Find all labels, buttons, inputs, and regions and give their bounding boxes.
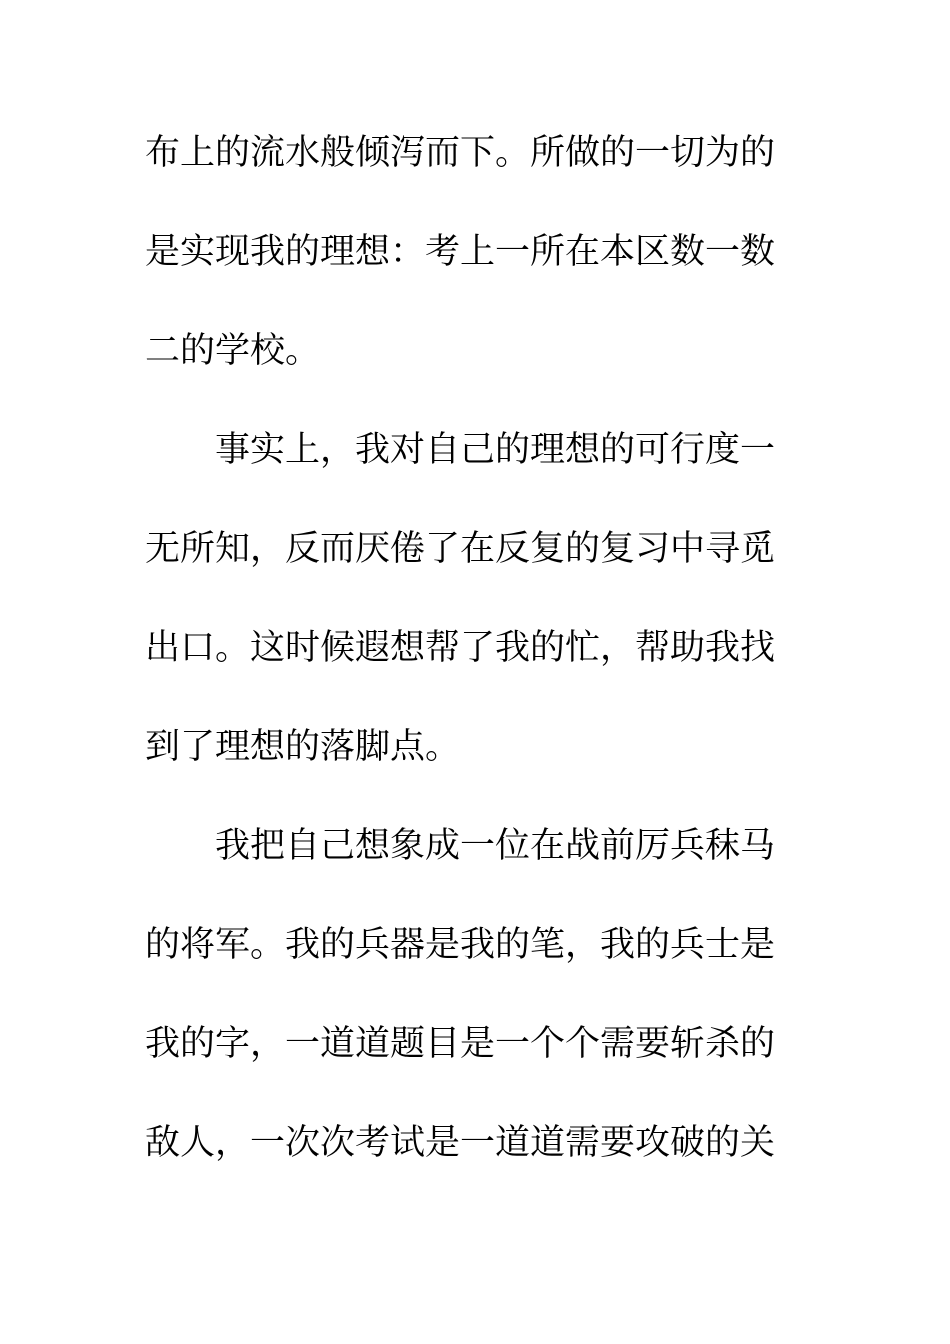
- text-line: 布上的流水般倾泻而下。所做的一切为的: [145, 133, 776, 173]
- paragraph-start-line: 事实上，我对自己的理想的可行度一: [215, 430, 776, 470]
- text-line: 出口。这时候遐想帮了我的忙，帮助我找: [145, 628, 776, 668]
- text-line: 的将军。我的兵器是我的笔，我的兵士是: [145, 925, 776, 965]
- text-line: 到了理想的落脚点。: [145, 727, 461, 767]
- text-line: 二的学校。: [145, 331, 321, 371]
- body-text: [145, 118, 785, 1207]
- text-line: 我的字，一道道题目是一个个需要斩杀的: [145, 1024, 776, 1064]
- paragraph-start-line: 我把自己想象成一位在战前厉兵秣马: [215, 826, 776, 866]
- text-line: 敌人，一次次考试是一道道需要攻破的关: [145, 1123, 776, 1163]
- text-line: 无所知，反而厌倦了在反复的复习中寻觅: [145, 529, 776, 569]
- text-line: 是实现我的理想：考上一所在本区数一数: [145, 232, 776, 272]
